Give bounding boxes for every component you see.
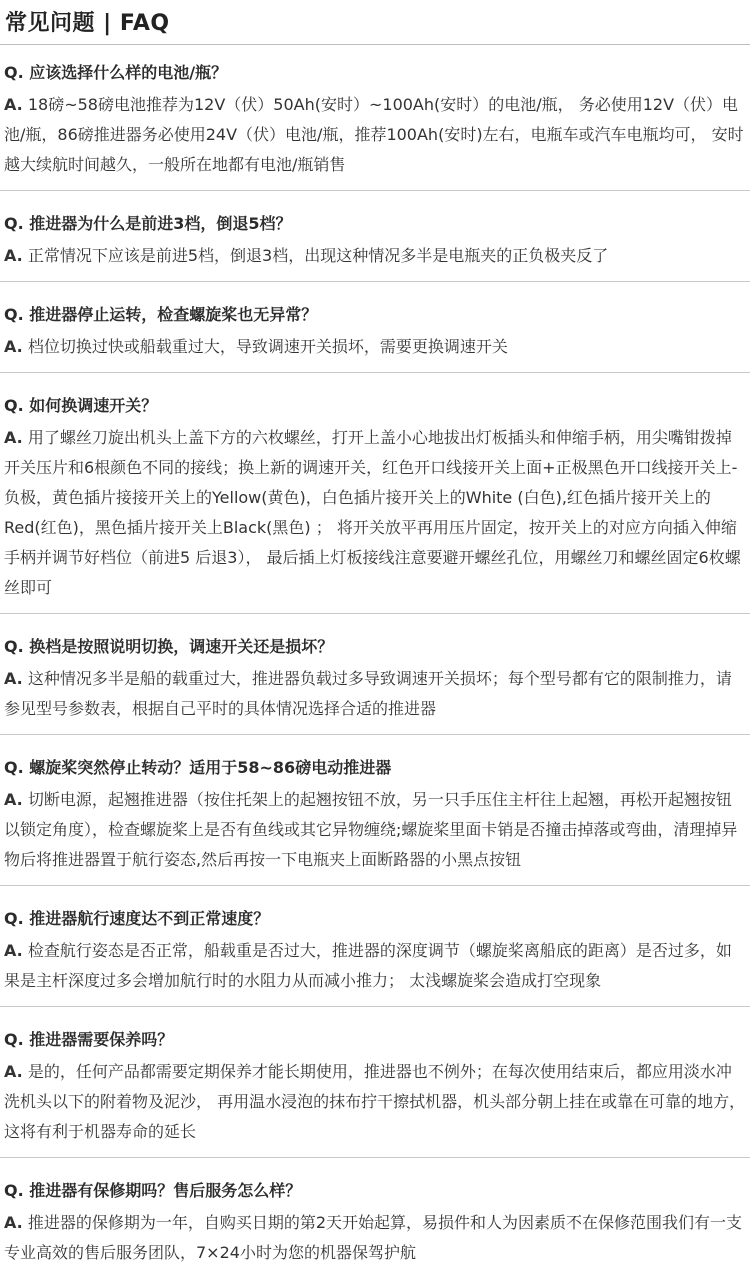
faq-question: Q. 螺旋桨突然停止转动？适用于58~86磅电动推进器 <box>4 758 392 777</box>
faq-answer-text: 是的，任何产品都需要定期保养才能长期使用，推进器也不例外；在每次使用结束后，都应用淡水冲洗机头以下的附着物及泥沙， 再用温水浸泡的抹布拧干擦拭机器，机头部分朝上挂在或靠在可靠的地方，这将有利于机器寿命的延长 <box>4 1062 746 1141</box>
answer-label: A. <box>4 428 23 447</box>
page-header <box>0 0 750 45</box>
faq-answer-text: 检查航行姿态是否正常，船载重是否过大，推进器的深度调节（螺旋桨离船底的距离）是否过多，如果是主杆深度过多会增加航行时的水阻力从而减小推力； 太浅螺旋桨会造成打空现象 <box>4 941 732 990</box>
faq-item <box>0 44 750 180</box>
answer-label: A. <box>4 246 23 265</box>
answer-label: A. <box>4 941 23 960</box>
faq-question: Q. 推进器有保修期吗？售后服务怎么样？ <box>4 1181 302 1200</box>
faq-item <box>0 886 750 996</box>
faq-answer-text: 18磅~58磅电池推荐为12V（伏）50Ah(安时）~100Ah(安时）的电池/瓶， 务必使用12V（伏）电池/瓶，86磅推进器务必使用24V（伏）电池/瓶，推荐100Ah(安时)左右，电瓶车或汽车电瓶均可， 安时越大续航时间越久，一般所在地都有电池/瓶销售 <box>4 95 744 174</box>
faq-answer-text: 这种情况多半是船的载重过大，推进器负载过多导致调速开关损坏；每个型号都有它的限制推力，请参见型号参数表，根据自己平时的具体情况选择合适的推进器 <box>4 669 732 718</box>
faq-item <box>0 282 750 362</box>
faq-question: Q. 换档是按照说明切换，调速开关还是损坏？ <box>4 637 334 656</box>
faq-answer <box>4 785 746 875</box>
faq-answer <box>4 332 746 362</box>
answer-label: A. <box>4 95 23 114</box>
faq-answer-text: 切断电源，起翘推进器（按住托架上的起翘按钮不放，另一只手压住主杆往上起翘，再松开起翘按钮以锁定角度），检查螺旋桨上是否有鱼线或其它异物缠绕;螺旋桨里面卡销是否撞击掉落或弯曲，清理掉异物后将推进器置于航行姿态,然后再按一下电瓶夹上面断路器的小黑点按钮 <box>4 790 738 869</box>
faq-item <box>0 1007 750 1147</box>
faq-question: Q. 应该选择什么样的电池/瓶？ <box>4 63 228 82</box>
faq-item <box>0 735 750 875</box>
faq-answer <box>4 90 746 180</box>
faq-question: Q. 推进器航行速度达不到正常速度？ <box>4 909 270 928</box>
faq-answer-text: 档位切换过快或船载重过大，导致调速开关损坏，需要更换调速开关 <box>27 337 508 356</box>
faq-answer <box>4 241 746 271</box>
faq-answer <box>4 936 746 996</box>
faq-answer <box>4 423 746 603</box>
faq-answer <box>4 1208 746 1268</box>
answer-label: A. <box>4 337 23 356</box>
answer-label: A. <box>4 790 23 809</box>
faq-answer <box>4 664 746 724</box>
faq-item <box>0 614 750 724</box>
faq-answer-text: 用了螺丝刀旋出机头上盖下方的六枚螺丝，打开上盖小心地拔出灯板插头和伸缩手柄，用尖嘴钳拨掉开关压片和6根颜色不同的接线；换上新的调速开关，红色开口线接开关上面+正极黑色开口线接开关上-负极，黄色插片接接开关上的Yellow(黄色)，白色插片接开关上的White (白色),红色插片接开关上的Red(红色)，黑色插片接开关上Black(黑色) ； 将开关放平再用压片固定，按开关上的对应方向插入伸缩手柄并调节好档位（前进5 后退3）， 最后插上灯板接线注意要避开螺丝孔位，用螺丝刀和螺丝固定6枚螺丝即可 <box>4 428 741 597</box>
faq-list <box>0 44 750 1268</box>
faq-item <box>0 1158 750 1268</box>
faq-question: Q. 推进器停止运转，检查螺旋桨也无异常？ <box>4 305 318 324</box>
answer-label: A. <box>4 1062 23 1081</box>
page-title: 常见问题 | FAQ <box>5 11 170 36</box>
answer-label: A. <box>4 1213 23 1232</box>
faq-question: Q. 推进器为什么是前进3档，倒退5档？ <box>4 214 292 233</box>
faq-item <box>0 191 750 271</box>
faq-item <box>0 373 750 603</box>
faq-question: Q. 推进器需要保养吗？ <box>4 1030 174 1049</box>
faq-answer-text: 正常情况下应该是前进5档，倒退3档，出现这种情况多半是电瓶夹的正负极夹反了 <box>27 246 609 265</box>
faq-answer-text: 推进器的保修期为一年，自购买日期的第2天开始起算，易损件和人为因素质不在保修范围我们有一支专业高效的售后服务团队，7×24小时为您的机器保驾护航 <box>4 1213 743 1262</box>
faq-question: Q. 如何换调速开关？ <box>4 396 158 415</box>
faq-answer <box>4 1057 746 1147</box>
answer-label: A. <box>4 669 23 688</box>
